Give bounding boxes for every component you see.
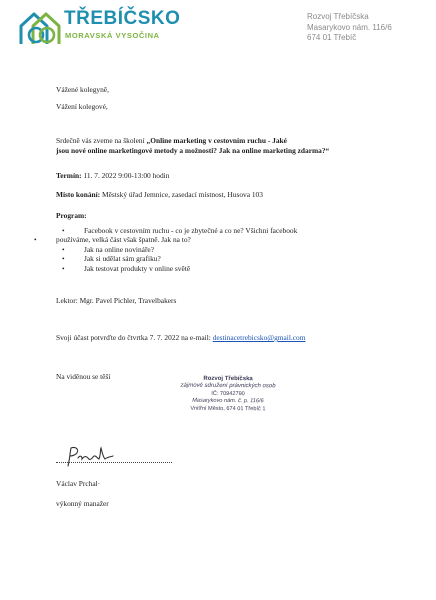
stamp-line: Masarykovo nám. č. p. 116/6 [192, 397, 264, 405]
signer-name-text: Václav Prchal [56, 479, 98, 488]
program-label: Program: [56, 211, 87, 220]
sender-line: 674 01 Třebíč [307, 33, 357, 43]
confirmation-row [56, 333, 305, 343]
term-value: 11. 7. 2022 9:00-13:00 hodin [83, 171, 170, 180]
program-item-text: Facebook v cestovním ruchu - co je zbytečné a co ne? Všichni facebook [84, 226, 298, 235]
lecturer: Lektor: Mgr. Pavel Pichler, Travelbakers [56, 296, 177, 305]
program-item [84, 264, 297, 273]
sender-line: Masarykovo nám. 116/6 [307, 22, 392, 32]
program-item-text: Jak na online novináře? [84, 244, 154, 254]
program-item [84, 245, 297, 254]
program-item-continuation [56, 235, 297, 244]
program-item-text: Jak si udělat sám grafiku? [84, 254, 161, 264]
invitation-line-1 [56, 136, 287, 146]
greeting-female: Vážené kolegyně, [56, 85, 109, 94]
stamp-line: zájmové sdružení právnických osob [180, 383, 276, 390]
stamp-line: Rozvoj Třebíčska [203, 375, 253, 383]
training-title-part-2: jsou nové online marketingové metody a možnosti? Jak na online marketing zdarma?“ [56, 146, 330, 155]
program-list [56, 226, 298, 273]
program-item-text-cont: používáme, velká část však špatně. Jak na to? [56, 235, 191, 245]
signer-name [56, 479, 100, 489]
official-stamp [178, 376, 278, 414]
program-item-text: Jak testovat produkty v online světě [84, 263, 191, 273]
term-label: Termín: [56, 171, 82, 180]
signature-line [56, 462, 172, 463]
invitation-text: Srdečně vás zveme na školení [56, 136, 145, 145]
logo-wordmark: TŘEBÍČSKO [64, 8, 181, 29]
place-value: Městský úřad Jemnice, zasedací místnost, Husova 103 [102, 190, 263, 199]
closing: Na viděnou se těší [56, 372, 111, 381]
stamp-line: IČ: 70942790 [211, 390, 245, 397]
greeting-male: Vážení kolegové, [56, 102, 108, 111]
logo-tagline: MORAVSKÁ VYSOČINA [65, 31, 160, 40]
sender-address [307, 12, 392, 44]
stamp-line: Vnitřní Město, 674 01 Třebíč 1 [190, 405, 266, 412]
place-label: Místo konání: [56, 190, 101, 199]
signer-role: výkonný manažer [56, 499, 109, 508]
confirmation-text: Svoji účast potvrďte do čtvrtka 7. 7. 2022 na e-mail: [56, 333, 211, 342]
email-link[interactable]: destinacetrebicsko@gmail.com [212, 333, 306, 342]
training-title-part-1: „Online marketing v cestovním ruchu - Jaké [146, 136, 287, 145]
sender-line: Rozvoj Třebíčska [307, 12, 369, 21]
program-item [84, 254, 297, 263]
handwritten-signature [64, 444, 134, 470]
signer-name-dot: · [97, 479, 101, 488]
term-row [56, 171, 169, 181]
place-row [56, 190, 263, 200]
program-item [84, 226, 297, 235]
